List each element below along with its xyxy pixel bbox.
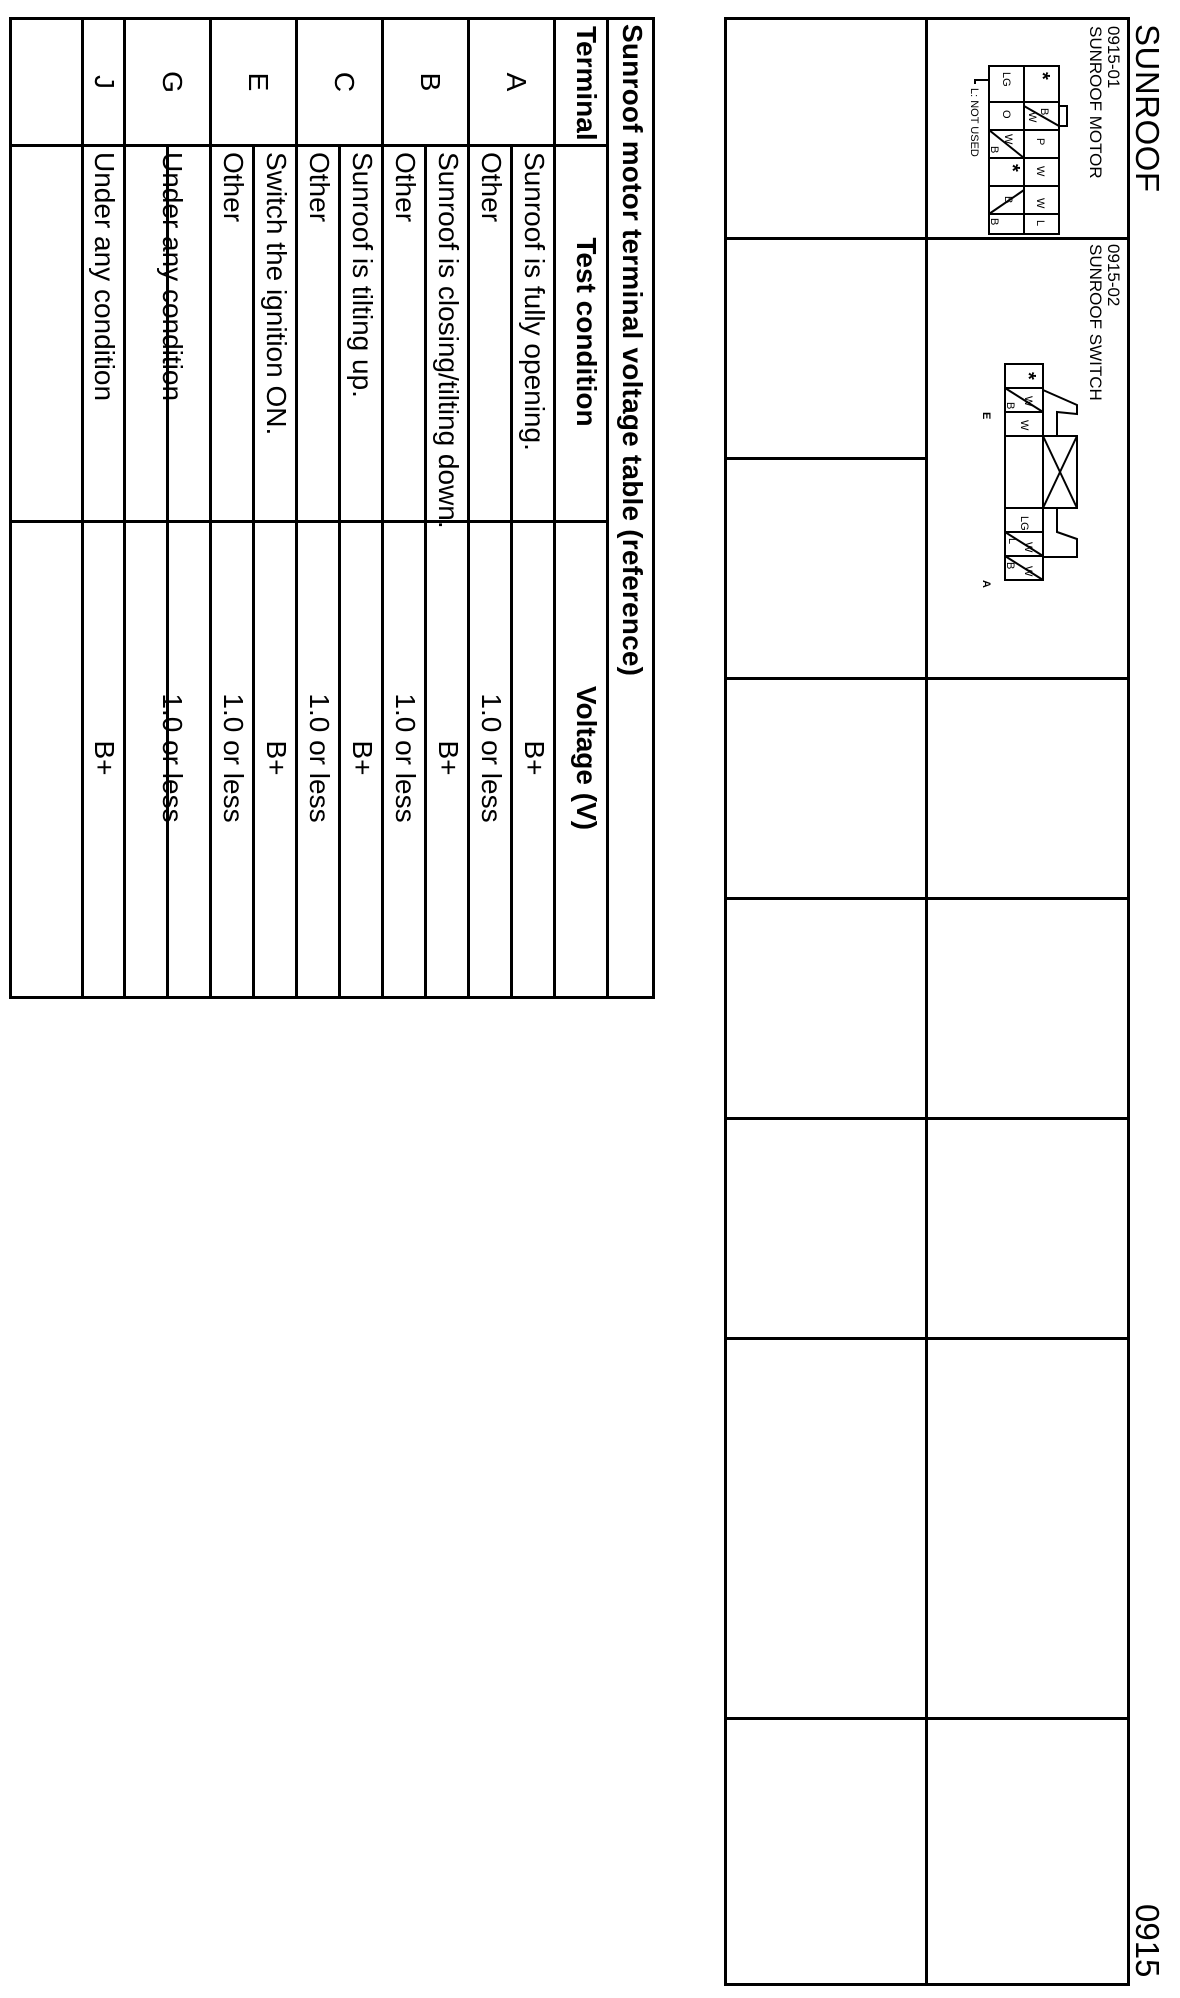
grid-col-divider	[927, 677, 1127, 680]
pin-label: *	[1017, 372, 1039, 380]
voltage-cell: 1.0 or less	[304, 693, 335, 823]
voltage-cell: 1.0 or less	[476, 693, 507, 823]
terminal-cell: C	[329, 71, 360, 93]
table-rule	[81, 20, 84, 996]
grid-col-divider	[727, 897, 1127, 900]
page-number: 0915	[1129, 1904, 1166, 1978]
terminal-cell: G	[157, 71, 188, 93]
pin-label: B	[1038, 108, 1050, 116]
terminal-label: E	[980, 412, 992, 420]
condition-cell: Switch the ignition ON.	[261, 152, 292, 436]
page-title: SUNROOF	[1129, 24, 1166, 193]
pin-label: B	[1004, 562, 1016, 570]
table-rule	[510, 144, 513, 996]
condition-cell: Sunroof is closing/tilting down.	[433, 152, 464, 529]
voltage-cell: 1.0 or less	[390, 693, 421, 823]
voltage-cell: 1.0 or less	[218, 693, 249, 823]
voltage-cell: B+	[519, 740, 550, 776]
table-rule	[295, 20, 298, 996]
sunroof-switch-connector-icon	[928, 237, 1127, 677]
table-rule	[338, 144, 341, 996]
sunroof-motor-connector-icon	[928, 20, 1127, 237]
pin-label: W	[1034, 198, 1046, 209]
voltage-table-title: Sunroof motor terminal voltage table (reference)	[617, 24, 648, 677]
table-rule	[424, 144, 427, 996]
col-header-terminal: Terminal	[571, 26, 602, 141]
grid-col-divider	[727, 237, 927, 240]
pin-label: W	[1022, 396, 1034, 407]
condition-cell: Sunroof is fully opening.	[519, 152, 550, 451]
grid-col-divider	[727, 1117, 1127, 1120]
grid-col-divider	[727, 457, 927, 460]
pin-label: W	[1026, 112, 1038, 123]
condition-cell: Under any condition	[89, 152, 120, 402]
condition-cell: Other	[304, 152, 335, 223]
table-rule	[467, 20, 470, 996]
pin-label: B	[988, 146, 1000, 154]
grid-col-divider	[727, 1717, 1127, 1720]
col-header-voltage: Voltage (V)	[571, 685, 602, 831]
terminal-cell: B	[415, 72, 446, 92]
table-rule	[606, 20, 609, 996]
terminal-cell: E	[243, 72, 274, 92]
table-rule	[12, 144, 609, 147]
table-rule	[381, 20, 384, 996]
pin-label: B	[1004, 402, 1016, 410]
voltage-cell: 1.0 or less	[157, 693, 188, 823]
pin-label: P	[1034, 138, 1046, 146]
connector-code: 0915-02	[1104, 244, 1123, 307]
pin-label: W	[1022, 542, 1034, 553]
pin-label: LG	[1000, 72, 1012, 87]
pin-label: *	[1001, 164, 1023, 172]
terminal-label: A	[980, 580, 992, 588]
pin-label: L	[1006, 538, 1018, 545]
condition-cell: Sunroof is tilting up.	[347, 152, 378, 398]
voltage-table	[9, 17, 655, 999]
condition-cell: Other	[218, 152, 249, 223]
condition-cell: Other	[476, 152, 507, 223]
condition-cell: Other	[390, 152, 421, 223]
connector-code: 0915-01	[1104, 26, 1123, 89]
pin-label: L	[1034, 220, 1046, 227]
grid-col-divider	[727, 677, 927, 680]
pin-label: W	[1018, 420, 1030, 431]
pin-label: B	[1002, 196, 1014, 204]
voltage-cell: B+	[433, 740, 464, 776]
connector-name: SUNROOF MOTOR	[1086, 26, 1105, 179]
pin-label: W	[1022, 566, 1034, 577]
voltage-cell: B+	[261, 740, 292, 776]
voltage-cell: B+	[347, 740, 378, 776]
pin-label: O	[1000, 110, 1012, 119]
table-rule	[252, 144, 255, 996]
connector-name: SUNROOF SWITCH	[1086, 244, 1105, 401]
voltage-cell: B+	[89, 740, 120, 776]
pin-label: LG	[1018, 516, 1030, 531]
terminal-cell: J	[89, 75, 120, 89]
col-header-condition: Test condition	[571, 237, 602, 427]
terminal-cell: A	[501, 72, 532, 92]
connector-note: L: NOT USED	[968, 88, 980, 157]
table-rule	[553, 20, 556, 996]
table-rule	[209, 20, 212, 996]
connector-grid	[724, 17, 1130, 1986]
condition-cell: Under any condition	[157, 152, 188, 402]
pin-label: W	[1002, 134, 1014, 145]
grid-col-divider	[727, 1337, 1127, 1340]
pin-label: *	[1031, 72, 1053, 80]
pin-label: W	[1034, 166, 1046, 177]
table-rule	[123, 20, 126, 996]
pin-label: B	[988, 218, 1000, 226]
